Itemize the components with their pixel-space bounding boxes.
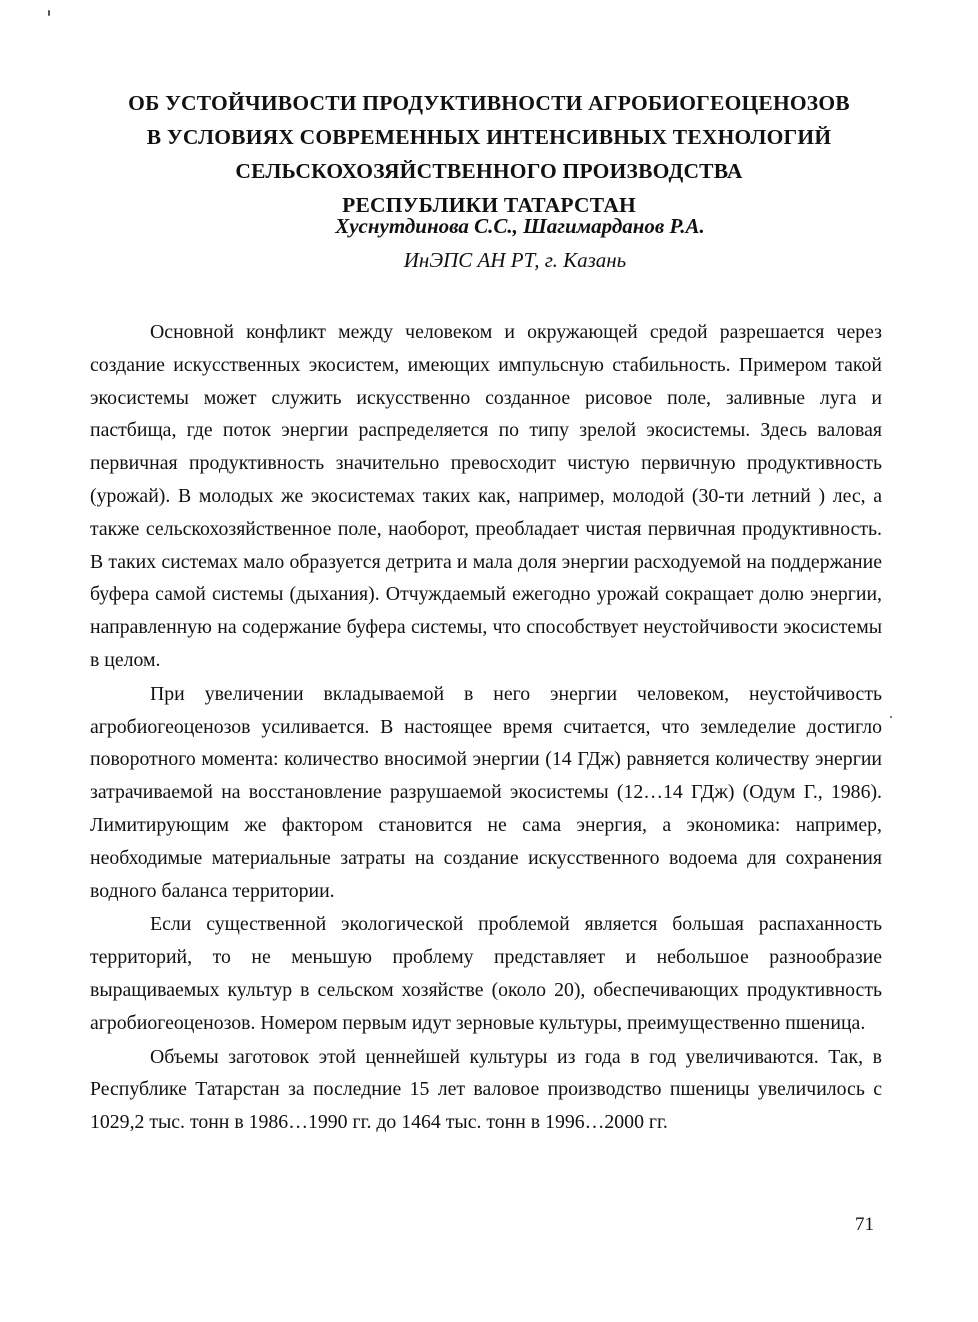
page-number: 71 bbox=[855, 1214, 874, 1235]
article-body bbox=[90, 316, 882, 1139]
scan-speck bbox=[890, 716, 892, 718]
paragraph: Объемы заготовок этой ценнейшей культуры из года в год увеличиваются. Так, в Республике Татарстан за последние 15 лет валовое производство пшеницы увеличилось с 1029,2 тыс. тонн в 1986…1990 гг. до 1464 тыс. тонн в 1996…2000 гг. bbox=[90, 1045, 882, 1134]
title-line: СЕЛЬСКОХОЗЯЙСТВЕННОГО ПРОИЗВОДСТВА bbox=[235, 159, 743, 183]
title-line: ОБ УСТОЙЧИВОСТИ ПРОДУКТИВНОСТИ АГРОБИОГЕОЦЕНОЗОВ bbox=[128, 91, 850, 115]
authors: Хуснутдинова С.С., Шагимарданов Р.А. bbox=[335, 214, 705, 238]
paragraph: Основной конфликт между человеком и окружающей средой разрешается через создание искусственных экосистем, имеющих импульсную стабильность. Примером такой экосистемы может служить искусственно созданное рисовое поле, заливные луга и пастбища, где поток энергии распределяется по типу зрелой экосистемы. Здесь валовая первичная продуктивность значительно превосходит чистую первичную продуктивность (урожай). В молодых же экосистемах таких как, например, молодой (30-ти летний ) лес, а также сельскохозяйственное поле, наоборот, преобладает чистая первичная продуктивность. В таких системах мало образуется детрита и мала доля энергии расходуемой на поддержание буфера самой системы (дыхания). Отчуждаемый ежегодно урожай сокращает долю энергии, направленную на содержание буфера системы, что способствует неустойчивости экосистемы в целом. bbox=[90, 321, 882, 671]
affiliation: ИнЭПС АН РТ, г. Казань bbox=[403, 248, 627, 272]
article-title bbox=[60, 86, 918, 222]
title-line: В УСЛОВИЯХ СОВРЕМЕННЫХ ИНТЕНСИВНЫХ ТЕХНОЛОГИЙ bbox=[146, 125, 832, 149]
paragraph: Если существенной экологической проблемой является большая распаханность территорий, то не меньшую проблему представляет и небольшое разнообразие выращиваемых культур в сельском хозяйстве (около 20), обеспечивающих продуктивность агробиогеоценозов. Номером первым идут зерновые культуры, преимущественно пшеница. bbox=[90, 913, 882, 1034]
scan-speck bbox=[48, 10, 50, 16]
paragraph: При увеличении вкладываемой в него энергии человеком, неустойчивость агробиогеоценозов усиливается. В настоящее время считается, что земледелие достигло поворотного момента: количество вносимой энергии (14 ГДж) равняется количеству энергии затрачиваемой на восстановление разрушаемой экосистемы (12…14 ГДж) (Одум Г., 1986). Лимитирующим же фактором становится не сама энергия, а экономика: например, необходимые материальные затраты на создание искусственного водоема для сохранения водного баланса территории. bbox=[90, 682, 882, 902]
title-line: РЕСПУБЛИКИ ТАТАРСТАН bbox=[342, 193, 636, 217]
